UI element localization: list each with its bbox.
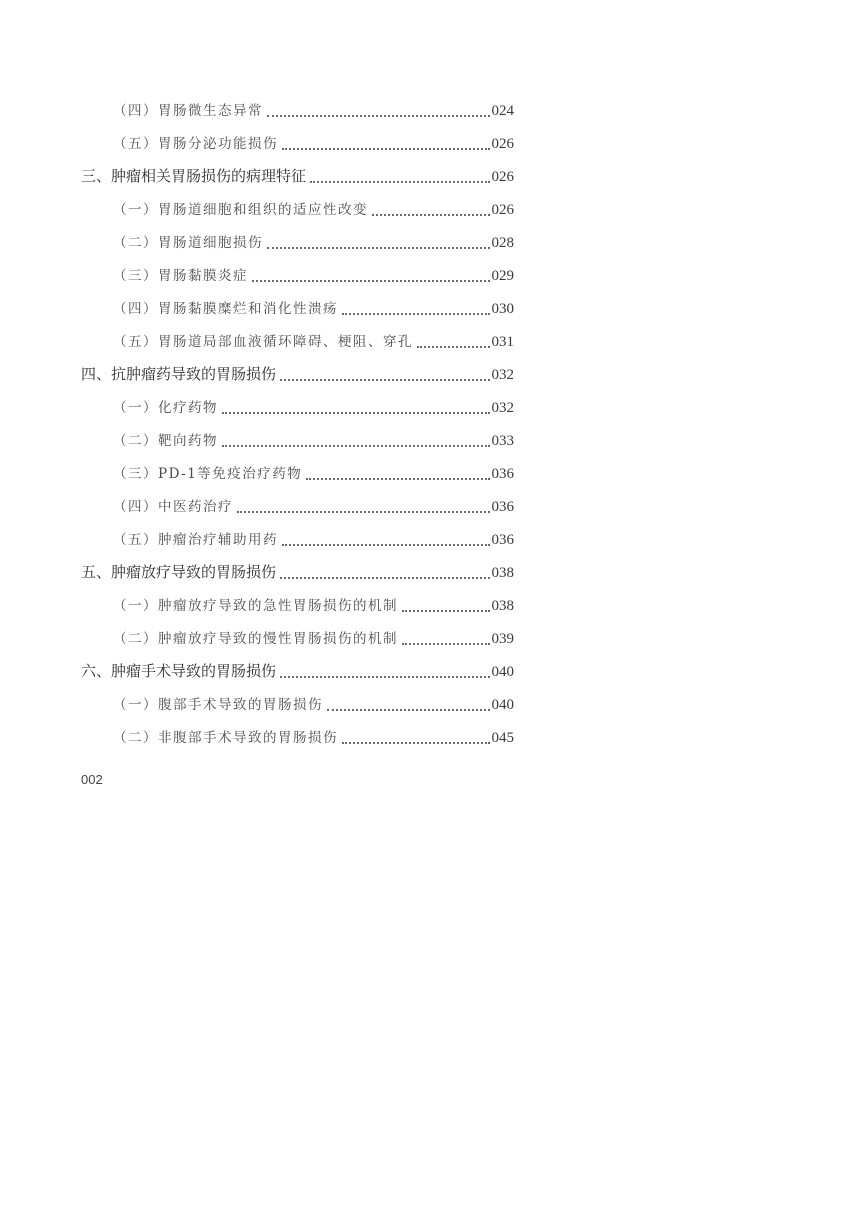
toc-entry-title: （四）胃肠黏膜糜烂和消化性溃疡 — [113, 301, 338, 317]
toc-entry[interactable] — [113, 297, 514, 323]
toc-entry-page: 036 — [491, 532, 514, 548]
toc-entry-title: （三）PD-1等免疫治疗药物 — [113, 466, 303, 482]
toc-entry-title: （三）胃肠黏膜炎症 — [113, 268, 248, 284]
toc-entry-page: 024 — [491, 103, 514, 119]
toc-entry[interactable] — [113, 264, 514, 290]
toc-entry[interactable] — [113, 330, 514, 356]
toc-section-heading[interactable] — [81, 660, 514, 686]
dot-leader — [222, 411, 490, 414]
toc-entry-title: （二）靶向药物 — [113, 433, 218, 449]
toc-entry[interactable] — [113, 693, 514, 719]
toc-entry-title: （一）腹部手术导致的胃肠损伤 — [113, 697, 323, 713]
toc-entry-page: 031 — [491, 334, 514, 350]
toc-entry-title: （五）肿瘤治疗辅助用药 — [113, 532, 278, 548]
toc-entry-title: （二）胃肠道细胞损伤 — [113, 235, 263, 251]
toc-entry-page: 040 — [491, 664, 514, 680]
toc-entry-title: 五、肿瘤放疗导致的胃肠损伤 — [81, 563, 277, 581]
toc-entry-page: 039 — [491, 631, 514, 647]
dot-leader — [306, 477, 489, 480]
toc-entry[interactable] — [113, 462, 514, 488]
dot-leader — [327, 708, 490, 711]
toc-entry[interactable] — [113, 495, 514, 521]
toc-section-heading[interactable] — [81, 165, 514, 191]
toc-entry[interactable] — [113, 594, 514, 620]
toc-entry-page: 032 — [491, 400, 514, 416]
dot-leader — [280, 675, 489, 678]
dot-leader — [280, 576, 489, 579]
toc-entry-title: （二）非腹部手术导致的胃肠损伤 — [113, 730, 338, 746]
toc-entry[interactable] — [113, 132, 514, 158]
toc-entry-title: （四）胃肠微生态异常 — [113, 103, 263, 119]
toc-entry[interactable] — [113, 231, 514, 257]
toc-section-heading[interactable] — [81, 363, 514, 389]
toc-entry-page: 030 — [491, 301, 514, 317]
dot-leader — [402, 609, 490, 612]
toc-entry-title: （五）胃肠道局部血液循环障碍、梗阻、穿孔 — [113, 334, 413, 350]
page-number: 002 — [81, 772, 103, 787]
toc-entry-title: 三、肿瘤相关胃肠损伤的病理特征 — [81, 167, 307, 185]
dot-leader — [237, 510, 490, 513]
dot-leader — [310, 180, 489, 183]
toc-entry-page: 033 — [491, 433, 514, 449]
dot-leader — [417, 345, 490, 348]
toc-entry-title: （一）胃肠道细胞和组织的适应性改变 — [113, 202, 368, 218]
toc-entry-page: 036 — [491, 499, 514, 515]
toc-entry-title: 六、肿瘤手术导致的胃肠损伤 — [81, 662, 277, 680]
toc-entry[interactable] — [113, 429, 514, 455]
dot-leader — [342, 741, 490, 744]
dot-leader — [280, 378, 489, 381]
toc-entry[interactable] — [113, 198, 514, 224]
dot-leader — [402, 642, 490, 645]
toc-entry-page: 038 — [491, 598, 514, 614]
toc-entry-page: 036 — [491, 466, 514, 482]
dot-leader — [222, 444, 490, 447]
toc-entry-page: 038 — [491, 565, 514, 581]
toc-entry-title: （四）中医药治疗 — [113, 499, 233, 515]
dot-leader — [252, 279, 490, 282]
toc-entry[interactable] — [113, 627, 514, 653]
dot-leader — [267, 246, 490, 249]
toc-entry-title: 四、抗肿瘤药导致的胃肠损伤 — [81, 365, 277, 383]
dot-leader — [267, 114, 490, 117]
toc-entry-title: （二）肿瘤放疗导致的慢性胃肠损伤的机制 — [113, 631, 398, 647]
toc-entry-page: 040 — [491, 697, 514, 713]
toc-entry-page: 026 — [491, 136, 514, 152]
toc-entry-page: 045 — [491, 730, 514, 746]
dot-leader — [342, 312, 490, 315]
dot-leader — [282, 543, 490, 546]
toc-entry-title: （一）化疗药物 — [113, 400, 218, 416]
toc-entry-page: 026 — [491, 202, 514, 218]
toc-entry-title: （一）肿瘤放疗导致的急性胃肠损伤的机制 — [113, 598, 398, 614]
dot-leader — [282, 147, 490, 150]
toc-section-heading[interactable] — [81, 561, 514, 587]
toc-entry[interactable] — [113, 99, 514, 125]
toc-entry-page: 029 — [491, 268, 514, 284]
dot-leader — [372, 213, 490, 216]
toc-entry[interactable] — [113, 726, 514, 752]
toc-entry-page: 026 — [491, 169, 514, 185]
toc-entry-page: 028 — [491, 235, 514, 251]
toc-entry-title: （五）胃肠分泌功能损伤 — [113, 136, 278, 152]
toc-entry[interactable] — [113, 528, 514, 554]
toc-entry-page: 032 — [491, 367, 514, 383]
toc-entry[interactable] — [113, 396, 514, 422]
